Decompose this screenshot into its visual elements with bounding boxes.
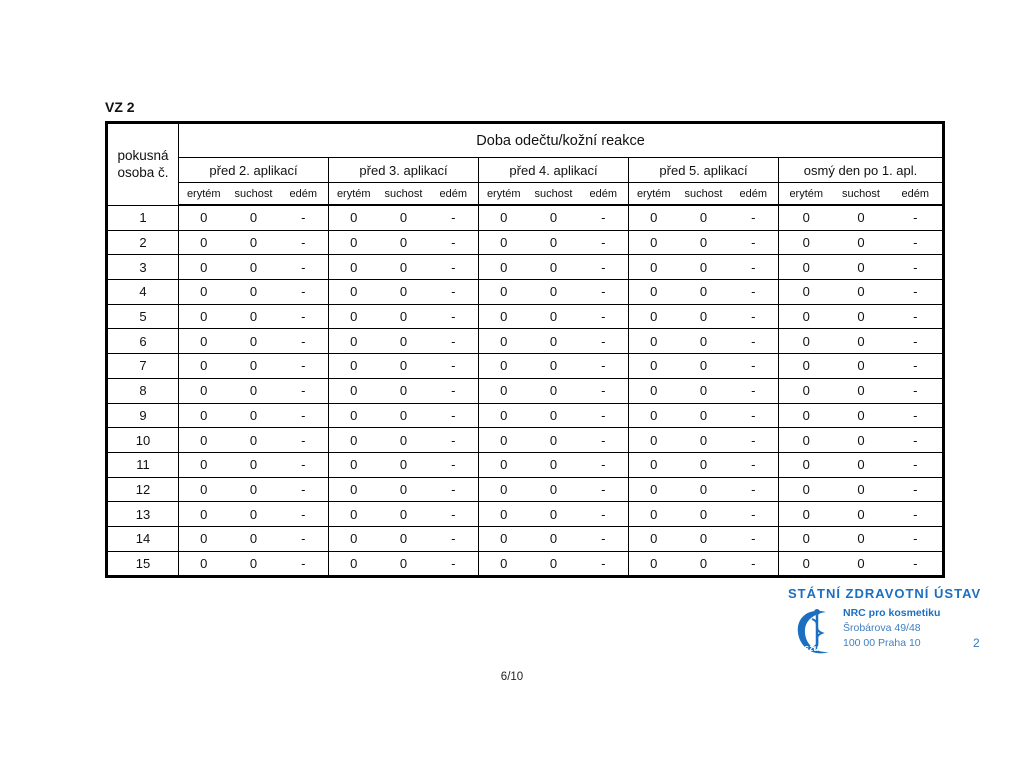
value-cell: 0 <box>779 378 834 403</box>
value-cell: - <box>429 205 479 230</box>
doc-label: VZ 2 <box>105 99 135 115</box>
value-cell: 0 <box>379 428 429 453</box>
sub-column-header: suchost <box>679 183 729 206</box>
value-cell: - <box>889 502 944 527</box>
value-cell: 0 <box>834 526 889 551</box>
value-cell: 0 <box>629 477 679 502</box>
value-cell: 0 <box>679 428 729 453</box>
column-group-header: před 2. aplikací <box>179 158 329 183</box>
value-cell: 0 <box>529 280 579 305</box>
value-cell: 0 <box>779 354 834 379</box>
value-cell: 0 <box>479 551 529 577</box>
value-cell: 0 <box>229 477 279 502</box>
value-cell: 0 <box>679 526 729 551</box>
value-cell: 0 <box>834 304 889 329</box>
value-cell: - <box>889 304 944 329</box>
person-number-cell: 15 <box>107 551 179 577</box>
sub-column-header: edém <box>579 183 629 206</box>
value-cell: 0 <box>329 502 379 527</box>
value-cell: 0 <box>179 403 229 428</box>
value-cell: - <box>579 403 629 428</box>
value-cell: 0 <box>779 255 834 280</box>
value-cell: 0 <box>379 354 429 379</box>
value-cell: 0 <box>379 452 429 477</box>
value-cell: - <box>279 526 329 551</box>
value-cell: - <box>429 354 479 379</box>
table-header-row-groups <box>107 158 944 183</box>
value-cell: 0 <box>834 477 889 502</box>
value-cell: 0 <box>834 255 889 280</box>
value-cell: 0 <box>479 354 529 379</box>
sub-column-header: suchost <box>529 183 579 206</box>
value-cell: 0 <box>629 255 679 280</box>
value-cell: 0 <box>834 230 889 255</box>
sub-column-header: edém <box>889 183 944 206</box>
value-cell: - <box>729 230 779 255</box>
value-cell: 0 <box>834 280 889 305</box>
value-cell: 0 <box>229 354 279 379</box>
value-cell: 0 <box>379 329 429 354</box>
value-cell: 0 <box>229 230 279 255</box>
value-cell: 0 <box>179 280 229 305</box>
table-row <box>107 354 944 379</box>
value-cell: 0 <box>329 230 379 255</box>
value-cell: 0 <box>329 329 379 354</box>
value-cell: 0 <box>779 452 834 477</box>
value-cell: 0 <box>679 255 729 280</box>
value-cell: 0 <box>679 205 729 230</box>
value-cell: 0 <box>229 329 279 354</box>
value-cell: 0 <box>529 477 579 502</box>
value-cell: 0 <box>479 428 529 453</box>
value-cell: 0 <box>779 280 834 305</box>
value-cell: 0 <box>479 304 529 329</box>
value-cell: - <box>729 255 779 280</box>
value-cell: 0 <box>679 280 729 305</box>
value-cell: 0 <box>479 230 529 255</box>
value-cell: 0 <box>179 354 229 379</box>
value-cell: 0 <box>529 255 579 280</box>
value-cell: 0 <box>379 502 429 527</box>
value-cell: 0 <box>179 428 229 453</box>
organization-name: STÁTNÍ ZDRAVOTNÍ ÚSTAV <box>788 586 982 601</box>
value-cell: 0 <box>529 230 579 255</box>
table-row <box>107 230 944 255</box>
value-cell: 0 <box>379 477 429 502</box>
sub-column-header: edém <box>729 183 779 206</box>
value-cell: 0 <box>679 378 729 403</box>
person-number-cell: 3 <box>107 255 179 280</box>
value-cell: 0 <box>834 428 889 453</box>
szu-logo-block <box>788 586 1003 663</box>
value-cell: - <box>729 428 779 453</box>
value-cell: - <box>729 403 779 428</box>
value-cell: 0 <box>229 428 279 453</box>
value-cell: 0 <box>629 502 679 527</box>
value-cell: 0 <box>834 378 889 403</box>
table-row <box>107 378 944 403</box>
value-cell: - <box>729 526 779 551</box>
value-cell: - <box>579 304 629 329</box>
sub-column-header: erytém <box>629 183 679 206</box>
value-cell: - <box>889 378 944 403</box>
value-cell: 0 <box>379 280 429 305</box>
value-cell: 0 <box>479 526 529 551</box>
value-cell: 0 <box>779 502 834 527</box>
table-header-row-subcolumns <box>107 183 944 206</box>
value-cell: - <box>429 477 479 502</box>
value-cell: 0 <box>379 205 429 230</box>
value-cell: 0 <box>679 502 729 527</box>
value-cell: 0 <box>679 354 729 379</box>
table-row <box>107 255 944 280</box>
person-column-header: pokusná osoba č. <box>107 123 179 206</box>
value-cell: 0 <box>779 428 834 453</box>
value-cell: 0 <box>329 452 379 477</box>
person-number-cell: 10 <box>107 428 179 453</box>
value-cell: - <box>429 255 479 280</box>
value-cell: 0 <box>329 477 379 502</box>
person-number-cell: 9 <box>107 403 179 428</box>
value-cell: - <box>889 280 944 305</box>
value-cell: - <box>579 378 629 403</box>
column-group-header: osmý den po 1. apl. <box>779 158 944 183</box>
value-cell: 0 <box>779 551 834 577</box>
value-cell: 0 <box>329 551 379 577</box>
table-row <box>107 280 944 305</box>
value-cell: 0 <box>329 304 379 329</box>
value-cell: - <box>279 477 329 502</box>
person-number-cell: 2 <box>107 230 179 255</box>
value-cell: - <box>279 280 329 305</box>
value-cell: 0 <box>779 329 834 354</box>
person-number-cell: 11 <box>107 452 179 477</box>
person-number-cell: 12 <box>107 477 179 502</box>
value-cell: - <box>729 378 779 403</box>
szu-logo-text: szu <box>804 643 820 653</box>
sub-column-header: suchost <box>834 183 889 206</box>
value-cell: - <box>889 205 944 230</box>
value-cell: 0 <box>229 403 279 428</box>
value-cell: - <box>889 329 944 354</box>
value-cell: 0 <box>379 526 429 551</box>
value-cell: - <box>279 205 329 230</box>
value-cell: 0 <box>834 502 889 527</box>
value-cell: - <box>279 452 329 477</box>
value-cell: - <box>429 378 479 403</box>
value-cell: 0 <box>179 551 229 577</box>
value-cell: 0 <box>834 452 889 477</box>
page-number: 6/10 <box>500 671 524 683</box>
value-cell: - <box>579 329 629 354</box>
value-cell: 0 <box>834 329 889 354</box>
value-cell: 0 <box>834 354 889 379</box>
value-cell: 0 <box>529 403 579 428</box>
table-row <box>107 551 944 577</box>
value-cell: 0 <box>629 205 679 230</box>
value-cell: 0 <box>229 304 279 329</box>
value-cell: 0 <box>529 428 579 453</box>
value-cell: - <box>429 280 479 305</box>
value-cell: 0 <box>629 526 679 551</box>
person-number-cell: 13 <box>107 502 179 527</box>
value-cell: - <box>729 205 779 230</box>
value-cell: 0 <box>379 230 429 255</box>
value-cell: - <box>729 280 779 305</box>
value-cell: 0 <box>179 304 229 329</box>
value-cell: 0 <box>479 477 529 502</box>
value-cell: - <box>279 378 329 403</box>
value-cell: - <box>579 502 629 527</box>
column-group-header: před 3. aplikací <box>329 158 479 183</box>
value-cell: 0 <box>834 551 889 577</box>
reaction-table <box>105 121 945 578</box>
value-cell: - <box>579 428 629 453</box>
value-cell: 0 <box>229 452 279 477</box>
address-line-1: Šrobárova 49/48 <box>843 622 921 634</box>
value-cell: - <box>729 304 779 329</box>
sub-column-header: erytém <box>329 183 379 206</box>
value-cell: - <box>279 354 329 379</box>
value-cell: - <box>579 477 629 502</box>
value-cell: 0 <box>329 526 379 551</box>
value-cell: 0 <box>479 378 529 403</box>
value-cell: 0 <box>529 205 579 230</box>
value-cell: - <box>889 452 944 477</box>
value-cell: - <box>579 452 629 477</box>
value-cell: 0 <box>779 304 834 329</box>
sub-column-header: suchost <box>379 183 429 206</box>
value-cell: 0 <box>179 230 229 255</box>
value-cell: 0 <box>179 378 229 403</box>
value-cell: 0 <box>629 428 679 453</box>
value-cell: 0 <box>479 205 529 230</box>
value-cell: 0 <box>329 378 379 403</box>
value-cell: 0 <box>379 255 429 280</box>
value-cell: 0 <box>479 329 529 354</box>
person-number-cell: 4 <box>107 280 179 305</box>
table-row <box>107 403 944 428</box>
value-cell: 0 <box>629 378 679 403</box>
sub-column-header: edém <box>279 183 329 206</box>
value-cell: - <box>729 354 779 379</box>
value-cell: 0 <box>629 452 679 477</box>
value-cell: 0 <box>834 205 889 230</box>
value-cell: 0 <box>229 551 279 577</box>
sub-column-header: edém <box>429 183 479 206</box>
value-cell: - <box>429 403 479 428</box>
value-cell: 0 <box>179 255 229 280</box>
value-cell: - <box>429 329 479 354</box>
value-cell: - <box>579 280 629 305</box>
value-cell: 0 <box>779 526 834 551</box>
value-cell: - <box>429 502 479 527</box>
value-cell: - <box>579 230 629 255</box>
value-cell: - <box>279 230 329 255</box>
value-cell: 0 <box>629 230 679 255</box>
value-cell: 0 <box>779 403 834 428</box>
value-cell: 0 <box>679 403 729 428</box>
value-cell: - <box>889 551 944 577</box>
table-header-row-main <box>107 123 944 158</box>
table-row <box>107 502 944 527</box>
value-cell: 0 <box>379 551 429 577</box>
column-group-header: před 4. aplikací <box>479 158 629 183</box>
value-cell: 0 <box>679 551 729 577</box>
value-cell: - <box>279 255 329 280</box>
value-cell: - <box>279 551 329 577</box>
value-cell: 0 <box>529 551 579 577</box>
value-cell: - <box>429 452 479 477</box>
sub-column-header: erytém <box>479 183 529 206</box>
person-number-cell: 6 <box>107 329 179 354</box>
value-cell: 0 <box>529 304 579 329</box>
sub-column-header: erytém <box>179 183 229 206</box>
nrc-line: NRC pro kosmetiku <box>843 607 941 619</box>
value-cell: - <box>429 304 479 329</box>
value-cell: 0 <box>629 403 679 428</box>
value-cell: 0 <box>229 378 279 403</box>
szu-logo-icon <box>794 606 836 663</box>
value-cell: - <box>429 551 479 577</box>
value-cell: 0 <box>179 477 229 502</box>
table-row <box>107 452 944 477</box>
value-cell: - <box>579 255 629 280</box>
value-cell: - <box>889 428 944 453</box>
value-cell: 0 <box>479 452 529 477</box>
value-cell: 0 <box>529 329 579 354</box>
person-number-cell: 14 <box>107 526 179 551</box>
value-cell: 0 <box>679 329 729 354</box>
value-cell: 0 <box>479 280 529 305</box>
table-row <box>107 526 944 551</box>
value-cell: - <box>279 403 329 428</box>
table-main-header: Doba odečtu/kožní reakce <box>179 123 944 158</box>
value-cell: 0 <box>629 329 679 354</box>
value-cell: 0 <box>679 477 729 502</box>
value-cell: 0 <box>329 255 379 280</box>
value-cell: 0 <box>229 502 279 527</box>
value-cell: 0 <box>779 205 834 230</box>
value-cell: 0 <box>229 205 279 230</box>
value-cell: - <box>889 526 944 551</box>
value-cell: 0 <box>179 329 229 354</box>
value-cell: - <box>429 428 479 453</box>
value-cell: - <box>729 551 779 577</box>
value-cell: - <box>579 551 629 577</box>
sub-column-header: suchost <box>229 183 279 206</box>
value-cell: 0 <box>629 354 679 379</box>
value-cell: 0 <box>529 502 579 527</box>
person-number-cell: 8 <box>107 378 179 403</box>
value-cell: 0 <box>629 280 679 305</box>
value-cell: - <box>889 354 944 379</box>
value-cell: 0 <box>329 280 379 305</box>
value-cell: - <box>729 329 779 354</box>
value-cell: 0 <box>179 452 229 477</box>
value-cell: 0 <box>379 304 429 329</box>
table-row <box>107 329 944 354</box>
address-line-2: 100 00 Praha 10 <box>843 637 921 649</box>
value-cell: - <box>579 526 629 551</box>
person-number-cell: 7 <box>107 354 179 379</box>
person-number-cell: 1 <box>107 205 179 230</box>
value-cell: 0 <box>229 526 279 551</box>
value-cell: - <box>429 230 479 255</box>
value-cell: 0 <box>329 205 379 230</box>
corner-page-number: 2 <box>973 636 980 650</box>
value-cell: - <box>889 403 944 428</box>
table-row <box>107 205 944 230</box>
value-cell: 0 <box>479 403 529 428</box>
value-cell: 0 <box>179 205 229 230</box>
value-cell: 0 <box>629 304 679 329</box>
value-cell: - <box>279 304 329 329</box>
table-row <box>107 304 944 329</box>
value-cell: 0 <box>179 502 229 527</box>
value-cell: 0 <box>779 477 834 502</box>
value-cell: - <box>579 205 629 230</box>
value-cell: 0 <box>529 354 579 379</box>
value-cell: - <box>729 452 779 477</box>
value-cell: 0 <box>629 551 679 577</box>
value-cell: - <box>889 230 944 255</box>
table-row <box>107 477 944 502</box>
value-cell: 0 <box>529 452 579 477</box>
value-cell: - <box>579 354 629 379</box>
value-cell: 0 <box>329 428 379 453</box>
value-cell: - <box>279 428 329 453</box>
value-cell: - <box>889 255 944 280</box>
value-cell: 0 <box>779 230 834 255</box>
value-cell: - <box>729 502 779 527</box>
value-cell: - <box>279 329 329 354</box>
value-cell: 0 <box>834 403 889 428</box>
sub-column-header: erytém <box>779 183 834 206</box>
value-cell: 0 <box>679 230 729 255</box>
value-cell: 0 <box>229 280 279 305</box>
value-cell: 0 <box>379 378 429 403</box>
value-cell: 0 <box>379 403 429 428</box>
value-cell: 0 <box>679 304 729 329</box>
value-cell: 0 <box>679 452 729 477</box>
column-group-header: před 5. aplikací <box>629 158 779 183</box>
table-row <box>107 428 944 453</box>
value-cell: 0 <box>229 255 279 280</box>
value-cell: - <box>279 502 329 527</box>
value-cell: 0 <box>179 526 229 551</box>
table-body <box>107 205 944 577</box>
value-cell: - <box>729 477 779 502</box>
value-cell: 0 <box>479 255 529 280</box>
value-cell: - <box>429 526 479 551</box>
value-cell: 0 <box>529 526 579 551</box>
value-cell: 0 <box>329 354 379 379</box>
person-number-cell: 5 <box>107 304 179 329</box>
value-cell: - <box>889 477 944 502</box>
value-cell: 0 <box>529 378 579 403</box>
value-cell: 0 <box>479 502 529 527</box>
value-cell: 0 <box>329 403 379 428</box>
